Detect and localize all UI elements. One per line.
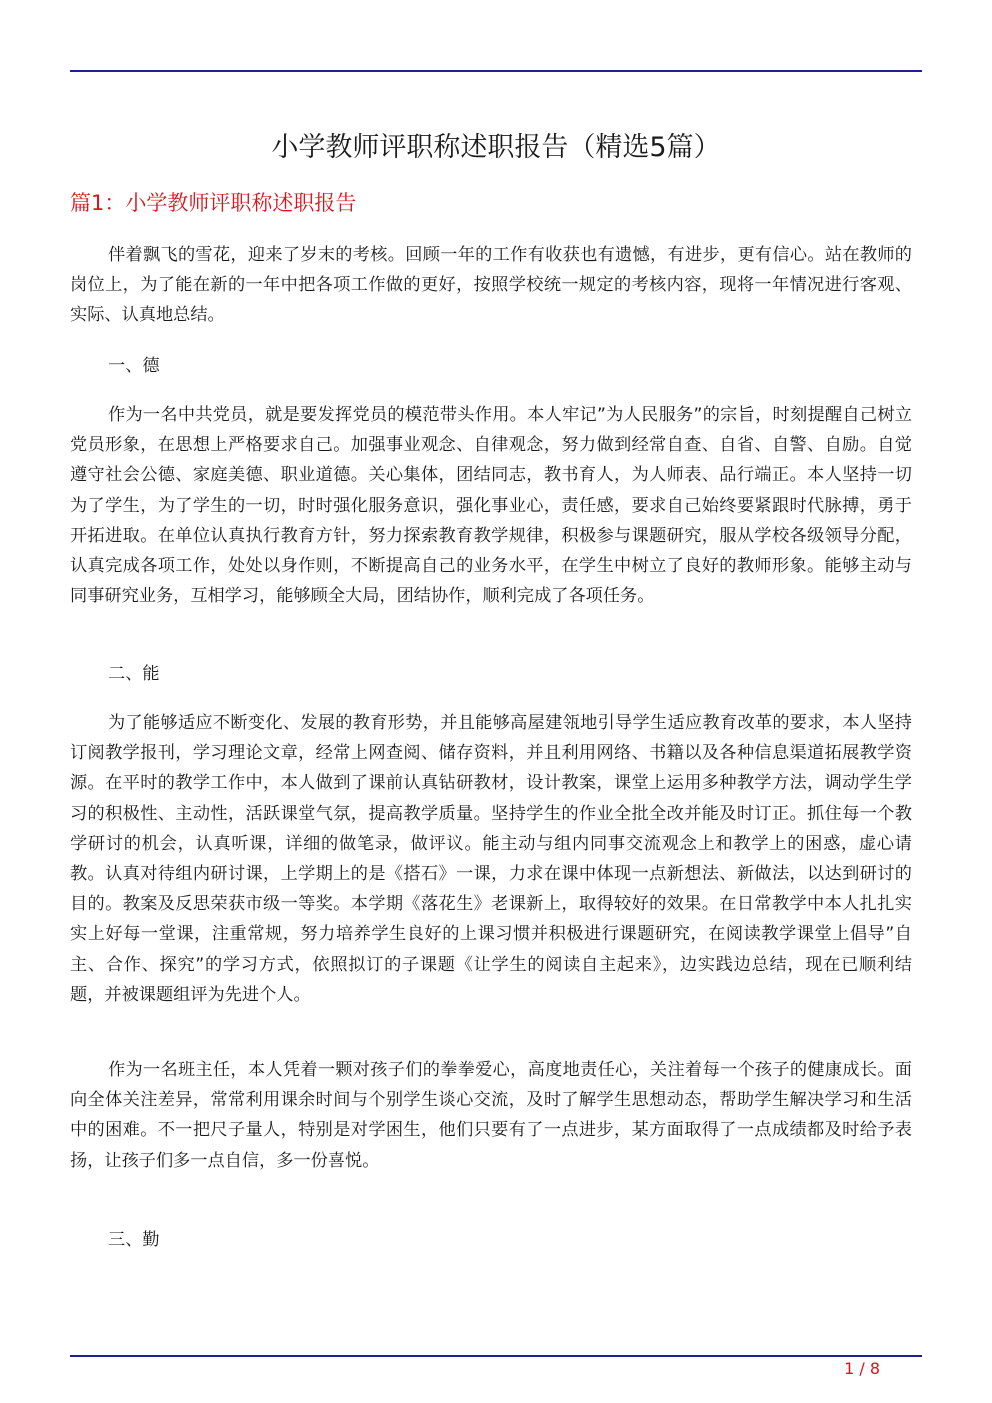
paragraph-neng <box>70 708 912 1010</box>
page-number: 1 / 8 <box>844 1359 880 1378</box>
heading-neng: 二、能 <box>108 664 160 684</box>
paragraph-text: 伴着飘飞的雪花，迎来了岁末的考核。回顾一年的工作有收获也有遗憾，有进步，更有信心。站在教师的岗位上，为了能在新的一年中把各项工作做的更好，按照学校统一规定的考核内容，现将一年情况进行客观、实际、认真地总结。 <box>70 245 912 326</box>
document-title: 小学教师评职称述职报告（精选5篇） <box>271 132 721 163</box>
paragraph-intro <box>70 240 912 331</box>
paragraph-text: 作为一名班主任，本人凭着一颗对孩子们的拳拳爱心，高度地责任心，关注着每一个孩子的健康成长。面向全体关注差异，常常利用课余时间与个别学生谈心交流，及时了解学生思想动态，帮助学生解决学习和生活中的困难。不一把尺子量人，特别是对学困生，他们只要有了一点进步，某方面取得了一点成绩都及时给予表扬，让孩子们多一点自信，多一份喜悦。 <box>70 1060 912 1171</box>
paragraph-class-teacher <box>70 1055 912 1176</box>
footer-rule <box>70 1355 922 1357</box>
section-heading: 篇1：小学教师评职称述职报告 <box>70 191 357 215</box>
paragraph-de <box>70 400 912 611</box>
heading-qin: 三、勤 <box>108 1230 160 1250</box>
paragraph-text: 作为一名中共党员，就是要发挥党员的模范带头作用。本人牢记”为人民服务”的宗旨，时刻提醒自己树立党员形象，在思想上严格要求自己。加强事业观念、自律观念，努力做到经常自查、自省、自警、自励。自觉遵守社会公德、家庭美德、职业道德。关心集体，团结同志，教书育人，为人师表、品行端正。本人坚持一切为了学生，为了学生的一切，时时强化服务意识，强化事业心，责任感，要求自己始终要紧跟时代脉搏，勇于开拓进取。在单位认真执行教育方针，努力探索教育教学规律，积极参与课题研究，服从学校各级领导分配，认真完成各项工作，处处以身作则，不断提高自己的业务水平，在学生中树立了良好的教师形象。能够主动与同事研究业务，互相学习，能够顾全大局，团结协作，顺利完成了各项任务。 <box>70 405 912 607</box>
heading-de: 一、德 <box>108 356 160 376</box>
header-rule <box>70 70 922 72</box>
paragraph-text: 为了能够适应不断变化、发展的教育形势，并且能够高屋建瓴地引导学生适应教育改革的要求，本人坚持订阅教学报刊，学习理论文章，经常上网查阅、储存资料，并且利用网络、书籍以及各种信息渠道拓展教学资源。在平时的教学工作中，本人做到了课前认真钻研教材，设计教案，课堂上运用多种教学方法，调动学生学习的积极性、主动性，活跃课堂气氛，提高教学质量。坚持学生的作业全批全改并能及时订正。抓住每一个教学研讨的机会，认真听课，详细的做笔录，做评议。能主动与组内同事交流观念上和教学上的困惑，虚心请教。认真对待组内研讨课，上学期上的是《搭石》一课，力求在课中体现一点新想法、新做法，以达到研讨的目的。教案及反思荣获市级一等奖。本学期《落花生》老课新上，取得较好的效果。在日常教学中本人扎扎实实上好每一堂课，注重常规，努力培养学生良好的上课习惯并积极进行课题研究，在阅读教学课堂上倡导”自主、合作、探究”的学习方式，依照拟订的子课题《让学生的阅读自主起来》，边实践边总结，现在已顺利结题，并被课题组评为先进个人。 <box>70 713 912 1005</box>
